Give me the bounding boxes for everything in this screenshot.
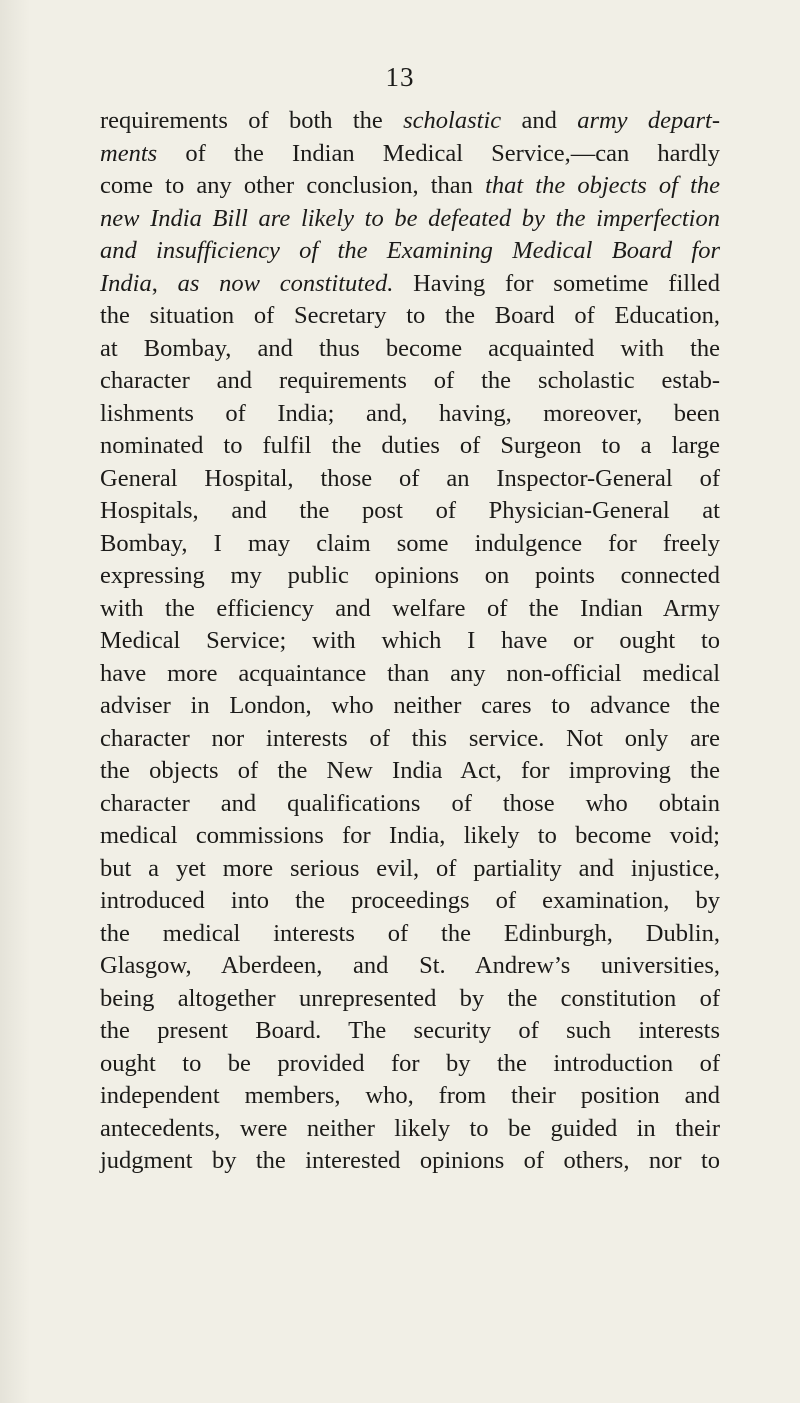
text-line: [100, 170, 720, 203]
page-number: 13: [385, 62, 415, 92]
text-run: Glasgow, Aberdeen, and St. Andrew’s universities,: [100, 952, 720, 979]
text-run: with the efficiency and welfare of the Indian Army: [100, 594, 720, 622]
text-run: but a yet more serious evil, of partiality and injustice,: [100, 854, 720, 882]
text-run: introduced into the proceedings of examination, by: [100, 887, 720, 914]
text-line: [100, 918, 720, 951]
text-line: [100, 1015, 720, 1048]
text-line: [100, 788, 720, 821]
text-line: [100, 820, 720, 853]
text-run: ,: [151, 269, 178, 297]
italic-text-run: army depart-: [577, 107, 720, 134]
text-line: [100, 658, 720, 691]
text-line: [100, 495, 720, 528]
text-run: the medical interests of the Edinburgh, Dublin,: [100, 919, 720, 947]
text-line: [100, 560, 720, 593]
text-line: [100, 463, 720, 496]
text-run: and: [501, 107, 578, 134]
text-run: character and qualifications of those who obtain: [100, 789, 720, 817]
text-run: the present Board. The security of such interests: [100, 1017, 720, 1044]
italic-text-run: scholastic: [403, 107, 502, 134]
text-line: [100, 690, 720, 723]
text-line: [100, 755, 720, 788]
text-run: antecedents, were neither likely to be guided in their: [100, 1114, 720, 1142]
text-line: [100, 1145, 720, 1178]
text-run: ought to be provided for by the introduction of: [100, 1049, 720, 1077]
text-line: [100, 1113, 720, 1146]
text-run: have more acquaintance than any non-official medical: [100, 659, 720, 687]
text-line: [100, 430, 720, 463]
text-run: Having for sometime filled: [393, 269, 721, 297]
italic-text-run: ments: [100, 139, 158, 167]
italic-text-run: as now constituted.: [177, 269, 394, 297]
text-line: [100, 398, 720, 431]
text-line: [100, 983, 720, 1016]
text-run: judgment by the interested opinions of others, nor to: [100, 1147, 720, 1174]
text-run: General Hospital, those of an Inspector-General of: [100, 464, 720, 492]
text-run: at Bombay, and thus become acquainted with the: [100, 334, 720, 362]
text-run: the objects of the New India Act, for improving the: [100, 757, 720, 784]
text-run: nominated to fulfil the duties of Surgeon to a large: [100, 432, 720, 459]
text-run: of the Indian Medical Service,—can hardly: [157, 139, 720, 167]
text-line: [100, 235, 720, 268]
text-run: medical commissions for India, likely to become void;: [100, 822, 720, 849]
text-line: [100, 853, 720, 886]
text-run: character nor interests of this service. Not only are: [100, 724, 720, 752]
text-line: [100, 105, 720, 138]
italic-text-run: that the objects of the: [485, 172, 721, 199]
text-line: [100, 593, 720, 626]
italic-text-run: India: [100, 269, 152, 297]
text-run: requirements of both the: [100, 107, 404, 134]
text-run: Medical Service; with which I have or ought to: [100, 627, 720, 654]
italic-text-run: new India Bill are likely to be defeated by the imperfection: [100, 204, 720, 232]
text-run: Bombay, I may claim some indulgence for freely: [100, 529, 720, 557]
text-run: character and requirements of the scholastic estab-: [100, 367, 720, 394]
text-line: [100, 950, 720, 983]
text-run: come to any other conclusion, than: [100, 172, 486, 199]
text-line: [100, 625, 720, 658]
text-run: Hospitals, and the post of Physician-General at: [100, 497, 720, 524]
text-run: independent members, who, from their position and: [100, 1082, 720, 1109]
text-run: expressing my public opinions on points connected: [100, 562, 720, 589]
text-run: lishments of India; and, having, moreover, been: [100, 399, 720, 427]
italic-text-run: and insufficiency of the Examining Medical Board for: [100, 237, 720, 264]
text-line: [100, 203, 720, 236]
text-line: [100, 138, 720, 171]
text-line: [100, 1080, 720, 1113]
text-line: [100, 1048, 720, 1081]
text-run: being altogether unrepresented by the constitution of: [100, 984, 720, 1012]
text-run: the situation of Secretary to the Board of Education,: [100, 302, 720, 329]
text-line: [100, 528, 720, 561]
text-run: adviser in London, who neither cares to advance the: [100, 692, 720, 719]
text-line: [100, 723, 720, 756]
text-line: [100, 365, 720, 398]
text-line: [100, 885, 720, 918]
text-line: [100, 268, 720, 301]
body-text: [100, 105, 720, 1178]
text-line: [100, 333, 720, 366]
text-line: [100, 300, 720, 333]
